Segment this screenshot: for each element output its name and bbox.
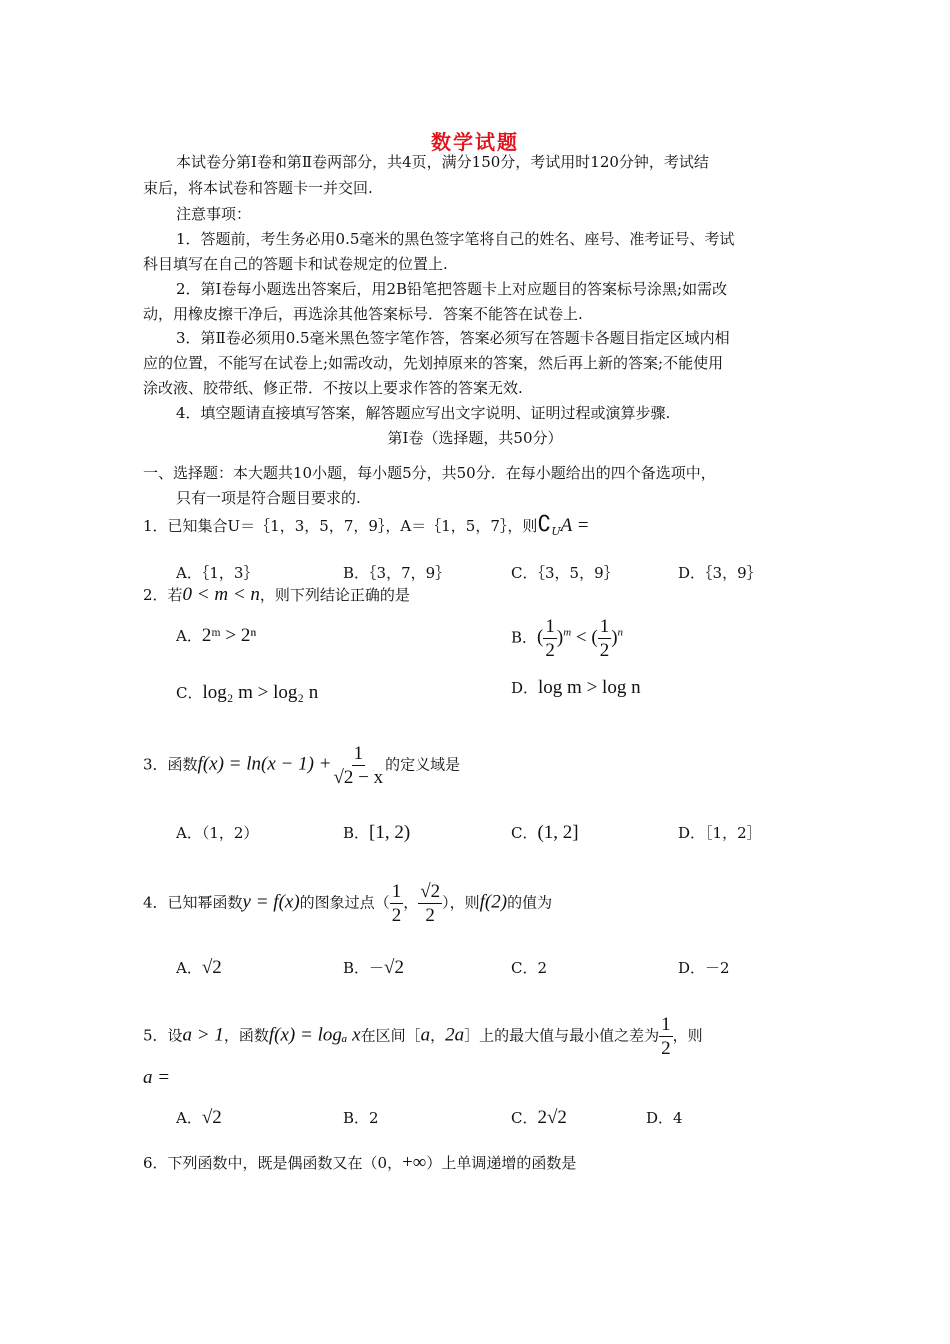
q1-option-d: D．｛3，9｝: [678, 564, 762, 582]
q2-option-b: B．( $\frac{1}{2}$ )$^m$ < ( $\frac{1}{2}$ )$^n$: [511, 616, 624, 661]
question-4: 4．已知幂函数y = f(x)的图象过点（ $\frac{1}{2}$ ， $\frac{√2}{2}$ ），则f(2)的值为: [143, 881, 553, 926]
question-6: 6．下列函数中，既是偶函数又在（0，+∞）上单调递增的函数是: [143, 1152, 577, 1173]
q4-point-x: $\frac{1}{2}$: [391, 881, 402, 926]
q4-a-math: √2: [201, 957, 222, 978]
q2-d-math: log m > log n: [538, 677, 641, 698]
notice-4: 4．填空题请直接填写答案，解答题应写出文字说明、证明过程或演算步骤.: [176, 404, 671, 422]
notice-1a: 1．答题前，考生务必用0.5毫米的黑色签字笔将自己的姓名、座号、准考证号、考试: [176, 230, 735, 248]
question-1: [143, 511, 590, 538]
q4-option-a: A．√2: [176, 957, 222, 978]
q2-label-c: C．: [176, 684, 203, 702]
q5-option-c: C．2√2: [511, 1107, 567, 1128]
q2-c-math: log₂ m > log₂ n: [202, 682, 319, 703]
q2-b-fraction-1: $\frac{1}{2}$: [545, 616, 555, 661]
q2-label-a: A．: [176, 627, 202, 645]
q2-option-d: [511, 678, 641, 698]
intro-line-2: 束后，将本试卷和答题卡一并交回.: [143, 179, 373, 197]
q3-option-c: C．(1, 2]: [511, 822, 579, 843]
q5-option-d: D．4: [646, 1109, 683, 1127]
q4-option-d: D．－2: [678, 959, 730, 977]
q3-function: f(x) = ln(x − 1) +: [197, 753, 332, 775]
complement-subscript: U: [551, 525, 561, 538]
q4-function: y = f(x): [242, 891, 300, 913]
section-heading: 第Ⅰ卷（选择题，共50分）: [387, 429, 563, 447]
question-3: [143, 744, 460, 787]
q2-b-fraction-2: $\frac{1}{2}$: [599, 616, 610, 661]
q5-a-equals: a =: [143, 1067, 171, 1088]
q1-option-a: A．｛1，3｝: [176, 564, 259, 582]
q3-option-d: D．［1，2］: [678, 824, 762, 842]
q1-text: 1．已知集合U＝｛1，3，5，7，9｝，A＝｛1，5，7｝，则: [143, 517, 538, 535]
question-5: 5．设a > 1，函数f(x) = logₐ x在区间［a，2a］上的最大值与最小值之差为 $\frac{1}{2}$ ，则: [143, 1014, 703, 1059]
q3-pre: 3．函数: [143, 755, 198, 774]
q5-option-b: B．2: [343, 1109, 379, 1127]
q2-label-d: D．: [511, 679, 539, 697]
q3-option-a: A．（1，2）: [176, 824, 259, 842]
q3-c-math: (1, 2]: [537, 822, 579, 843]
q2-label-b: B．: [511, 628, 538, 647]
notice-heading: 注意事项：: [176, 205, 252, 223]
notice-2b: 动，用橡皮擦干净后，再选涂其他答案标号．答案不能答在试卷上.: [143, 305, 583, 323]
q5-half: $\frac{1}{2}$: [661, 1014, 671, 1059]
q2-option-a: [176, 626, 256, 646]
complement-symbol: ∁: [537, 511, 552, 536]
q2-post: ，则下列结论正确的是: [259, 586, 410, 604]
q3-fraction: $\frac{1}{√2 - x}$: [333, 743, 384, 788]
q4-b-math: √2: [384, 957, 404, 978]
q4-option-b: B．－√2: [343, 957, 404, 978]
q4-option-c: C．2: [511, 959, 548, 977]
page-title: 数学试题: [431, 130, 519, 154]
notice-3c: 涂改液、胶带纸、修正带．不按以上要求作答的答案无效.: [143, 379, 523, 397]
q1-option-c: C．｛3，5，9｝: [511, 564, 619, 582]
q5-function: f(x) = logₐ x: [268, 1024, 361, 1046]
q2-pre: 2．若: [143, 586, 183, 604]
section-instruction-1: 一、选择题：本大题共10小题，每小题5分，共50分．在每小题给出的四个备选项中，: [143, 464, 716, 482]
q2-condition: 0 < m < n: [182, 584, 260, 605]
q3-b-math: [1, 2): [369, 822, 411, 843]
notice-1b: 科目填写在自己的答题卡和试卷规定的位置上.: [143, 255, 448, 273]
notice-3b: 应的位置，不能写在试卷上;如需改动，先划掉原来的答案，然后再上新的答案;不能使用: [143, 354, 724, 372]
notice-2a: 2．第Ⅰ卷每小题选出答案后，用2B铅笔把答题卡上对应题目的答案标号涂黑;如需改: [176, 280, 728, 298]
q5-a-math: √2: [201, 1107, 222, 1128]
q1-option-b: B．｛3，7，9｝: [343, 564, 451, 582]
section-instruction-2: 只有一项是符合题目要求的.: [176, 489, 361, 507]
intro-line-1: 本试卷分第Ⅰ卷和第Ⅱ卷两部分，共4页，满分150分，考试用时120分钟，考试结: [176, 153, 709, 171]
q5-condition: a > 1: [182, 1024, 224, 1046]
q3-post: 的定义域是: [385, 755, 461, 774]
q5-c-math: 2√2: [537, 1107, 567, 1128]
question-2: [143, 585, 410, 605]
q3-option-b: B．[1, 2): [343, 822, 411, 843]
q4-f2: f(2): [479, 891, 508, 913]
q4-point-y: $\frac{√2}{2}$: [420, 881, 441, 926]
notice-3a: 3．第Ⅱ卷必须用0.5毫米黑色签字笔作答，答案必须写在答题卡各题目指定区域内相: [176, 329, 730, 347]
infinity: +∞: [402, 1152, 427, 1173]
q2-a-math: 2ᵐ > 2ⁿ: [201, 625, 257, 646]
q5-option-a: A．√2: [176, 1107, 222, 1128]
q1-tail: A =: [560, 515, 590, 536]
q2-option-c: [176, 683, 318, 703]
